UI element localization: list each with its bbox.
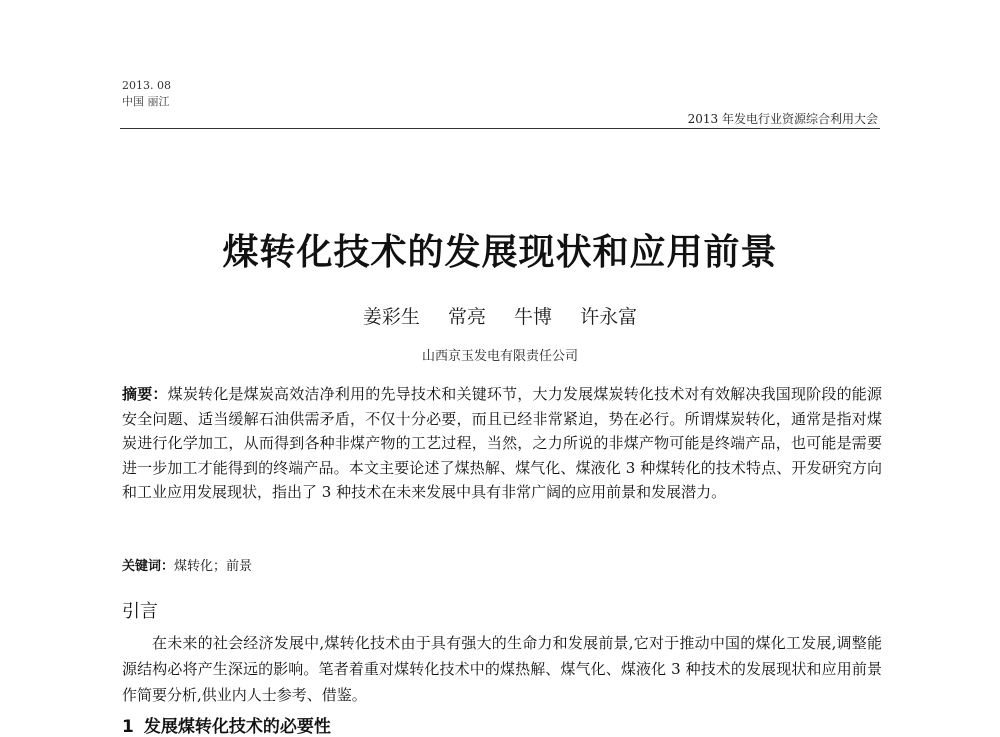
section-title: 发展煤转化技术的必要性 xyxy=(143,717,331,737)
header-left xyxy=(122,78,171,110)
section-number: 1 xyxy=(122,717,134,737)
header-location: 中国 丽江 xyxy=(122,95,170,108)
author: 许永富 xyxy=(580,306,638,328)
abstract xyxy=(122,382,882,505)
keywords xyxy=(122,555,252,574)
paper-title: 煤转化技术的发展现状和应用前景 xyxy=(222,232,778,273)
affiliation: 山西京玉发电有限责任公司 xyxy=(421,349,578,364)
abstract-label: 摘要： xyxy=(122,385,168,403)
header-date: 2013. 08 xyxy=(122,79,171,92)
author-list xyxy=(0,302,1000,329)
section-1-heading xyxy=(122,712,331,737)
header-conference: 2013 年发电行业资源综合利用大会 xyxy=(687,112,878,126)
header-rule xyxy=(120,128,880,129)
abstract-text: 煤炭转化是煤炭高效洁净利用的先导技术和关键环节，大力发展煤炭转化技术对有效解决我国现阶段的能源安全问题、适当缓解石油供需矛盾，不仅十分必要，而且已经非常紧迫，势在必行。所谓煤炭转化，通常是指对煤炭进行化学加工，从而得到各种非煤产物的工艺过程，当然，之力所说的非煤产物可能是终端产品，也可能是需要进一步加工才能得到的终端产品。本文主要论述了煤热解、煤气化、煤液化 3 种煤转化的技术特点、开发研究方向和工业应用发展现状，指出了 3 种技术在未来发展中具有非常广阔的应用前景和发展潜力。 xyxy=(122,385,882,501)
author: 牛博 xyxy=(514,306,553,328)
author: 姜彩生 xyxy=(362,306,420,328)
intro-heading: 引言 xyxy=(122,601,158,622)
keywords-label: 关键词： xyxy=(122,559,175,574)
author: 常亮 xyxy=(447,306,486,328)
intro-paragraph: 在未来的社会经济发展中,煤转化技术由于具有强大的生命力和发展前景,它对于推动中国的煤化工发展,调整能源结构必将产生深远的影响。笔者着重对煤转化技术中的煤热解、煤气化、煤液化 3 种技术的发展现状和应用前景作简要分析,供业内人士参考、借鉴。 xyxy=(122,634,882,704)
keywords-text: 煤转化；前景 xyxy=(174,559,253,574)
